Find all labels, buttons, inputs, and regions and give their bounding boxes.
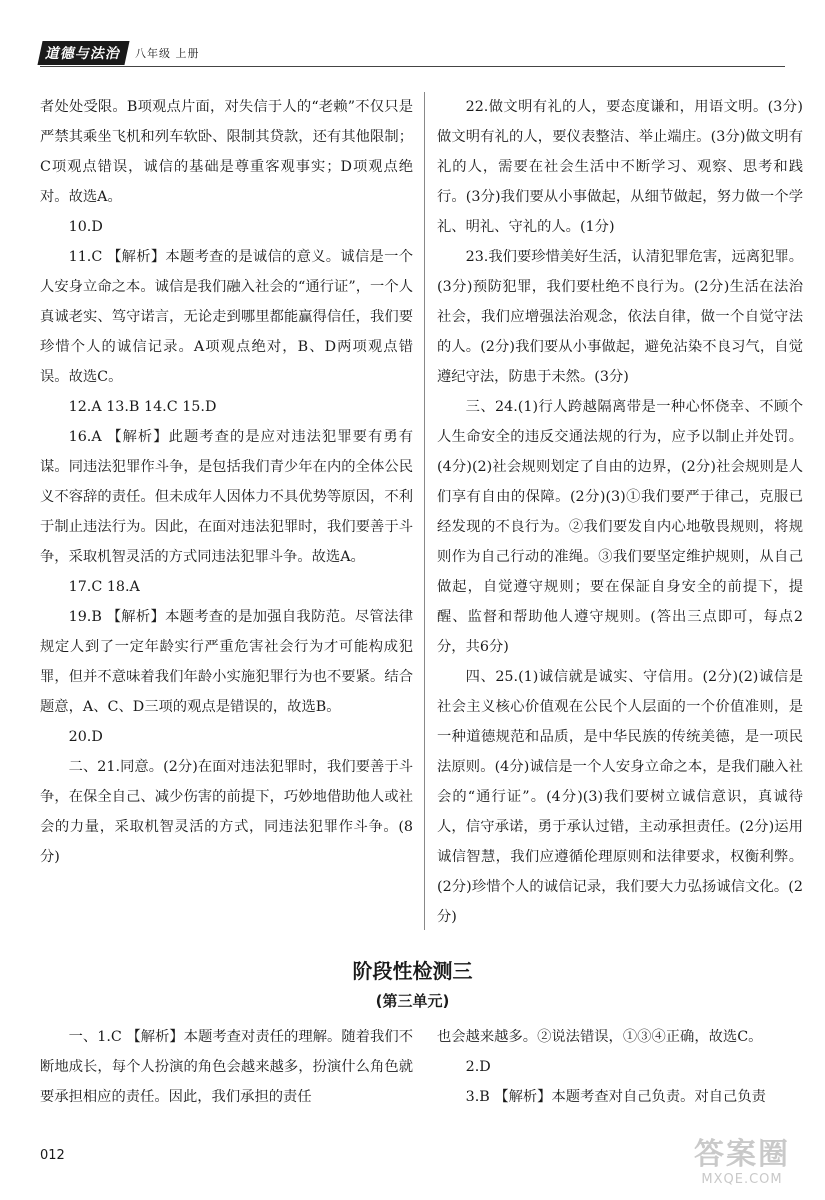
grade-label: 八年级 上册 (135, 47, 200, 60)
answer-paragraph: 3.B 【解析】本题考查对自己负责。对自己负责 (465, 1089, 766, 1105)
answer-paragraph: 2.D (465, 1059, 491, 1075)
answer-paragraph: 11.C 【解析】本题考查的是诚信的意义。诚信是一个人安身立命之本。诚信是我们融入社会的“通行证”，一个人真诚老实、笃守诺言，无论走到哪里都能赢得信任，我们要珍惜个人的诚信记录。A项观点绝对，B、D两项观点错误。故选C。 (40, 249, 413, 385)
answer-paragraph: 者处处受限。B项观点片面，对失信于人的“老赖”不仅只是严禁其乘坐飞机和列车软卧、限制其贷款，还有其他限制；C项观点错误，诚信的基础是尊重客观事实；D项观点绝对。故选A。 (40, 99, 413, 205)
answers-top-left-column (40, 92, 413, 872)
answer-paragraph: 三、24.(1)行人跨越隔离带是一种心怀侥幸、不顾个人生命安全的违反交通法规的行为，应予以制止并处罚。(4分)(2)社会规则划定了自由的边界，(2分)社会规则是人们享有自由的保障。(2分)(3)①我们要严于律己，克服已经发现的不良行为。②我们要发自内心地敬畏规则，将规则作为自己行动的准绳。③我们要坚定维护规则，从自己做起，自觉遵守规则；要在保証自身安全的前提下，提醒、监督和帮助他人遵守规则。(答出三点即可，每点2分，共6分) (437, 399, 803, 655)
answer-paragraph: 23.我们要珍惜美好生活，认清犯罪危害，远离犯罪。(3分)预防犯罪，我们要杜绝不良行为。(2分)生活在法治社会，我们应增强法治观念，依法自律，做一个自觉守法的人。(2分)我们要从小事做起，避免沾染不良习气，自觉遵纪守法，防患于未然。(3分) (437, 249, 803, 385)
answer-paragraph: 12.A 13.B 14.C 15.D (68, 399, 217, 415)
watermark-logo-text: 答案圈 (694, 1137, 790, 1172)
answer-paragraph: 也会越来越多。②说法错误，①③④正确，故选C。 (437, 1029, 763, 1045)
answer-paragraph: 10.D (68, 219, 103, 235)
answer-paragraph: 16.A 【解析】此题考查的是应对违法犯罪要有勇有谋。同违法犯罪作斗争，是包括我们青少年在内的全体公民义不容辞的责任。但未成年人因体力不具优势等原因，不利于制止违法行为。因此，在面对违法犯罪时，我们要善于斗争，采取机智灵活的方式同违法犯罪斗争。故选A。 (40, 429, 413, 565)
running-header (40, 42, 200, 64)
column-divider (424, 92, 425, 930)
answer-paragraph: 20.D (68, 729, 103, 745)
answer-paragraph: 19.B 【解析】本题考查的是加强自我防范。尽管法律规定人到了一定年龄实行严重危害社会行为才可能构成犯罪，但并不意味着我们年龄小实施犯罪行为也不要紧。结合题意，A、C、D三项的观点是错误的，故选B。 (40, 609, 413, 715)
answer-paragraph: 22.做文明有礼的人，要态度谦和，用语文明。(3分)做文明有礼的人，要仪表整洁、举止端庄。(3分)做文明有礼的人，需要在社会生活中不断学习、观察、思考和践行。(3分)我们要从小事做起，从细节做起，努力做一个学礼、明礼、守礼的人。(1分) (437, 99, 803, 235)
page-number: 012 (40, 1148, 65, 1163)
section-subtitle: (第三单元) (375, 992, 450, 1010)
answer-paragraph: 一、1.C 【解析】本题考查对责任的理解。随着我们不断地成长，每个人扮演的角色会越来越多，扮演什么角色就要承担相应的责任。因此，我们承担的责任 (40, 1029, 413, 1105)
watermark-url: MXQE.COM (701, 1172, 783, 1187)
series-title: 道德与法治 (37, 41, 129, 65)
answers-top-right-column (437, 92, 803, 932)
answer-paragraph: 17.C 18.A (68, 579, 140, 595)
answers-bottom-left-column (40, 1022, 413, 1112)
watermark-logo (677, 1138, 807, 1194)
section-title: 阶段性检测三 (352, 959, 473, 983)
answer-paragraph: 四、25.(1)诚信就是诚实、守信用。(2分)(2)诚信是社会主义核心价值观在公民个人层面的一个价值准则，是一种道德规范和品质，是中华民族的传统美德，是一项民法原则。(4分)诚信是一个人安身立命之本，是我们融入社会的“通行证”。(4分)(3)我们要树立诚信意识，真诚待人，信守承诺，勇于承认过错，主动承担责任。(2分)运用诚信智慧，我们应遵循伦理原则和法律要求，权衡利弊。(2分)珍惜个人的诚信记录，我们要大力弘扬诚信文化。(2分) (437, 669, 803, 925)
answer-paragraph: 二、21.同意。(2分)在面对违法犯罪时，我们要善于斗争，在保全自己、减少伤害的前提下，巧妙地借助他人或社会的力量，采取机智灵活的方式，同违法犯罪作斗争。(8分) (40, 759, 413, 865)
answers-bottom-right-column (437, 1022, 803, 1112)
header-rule (40, 66, 785, 67)
